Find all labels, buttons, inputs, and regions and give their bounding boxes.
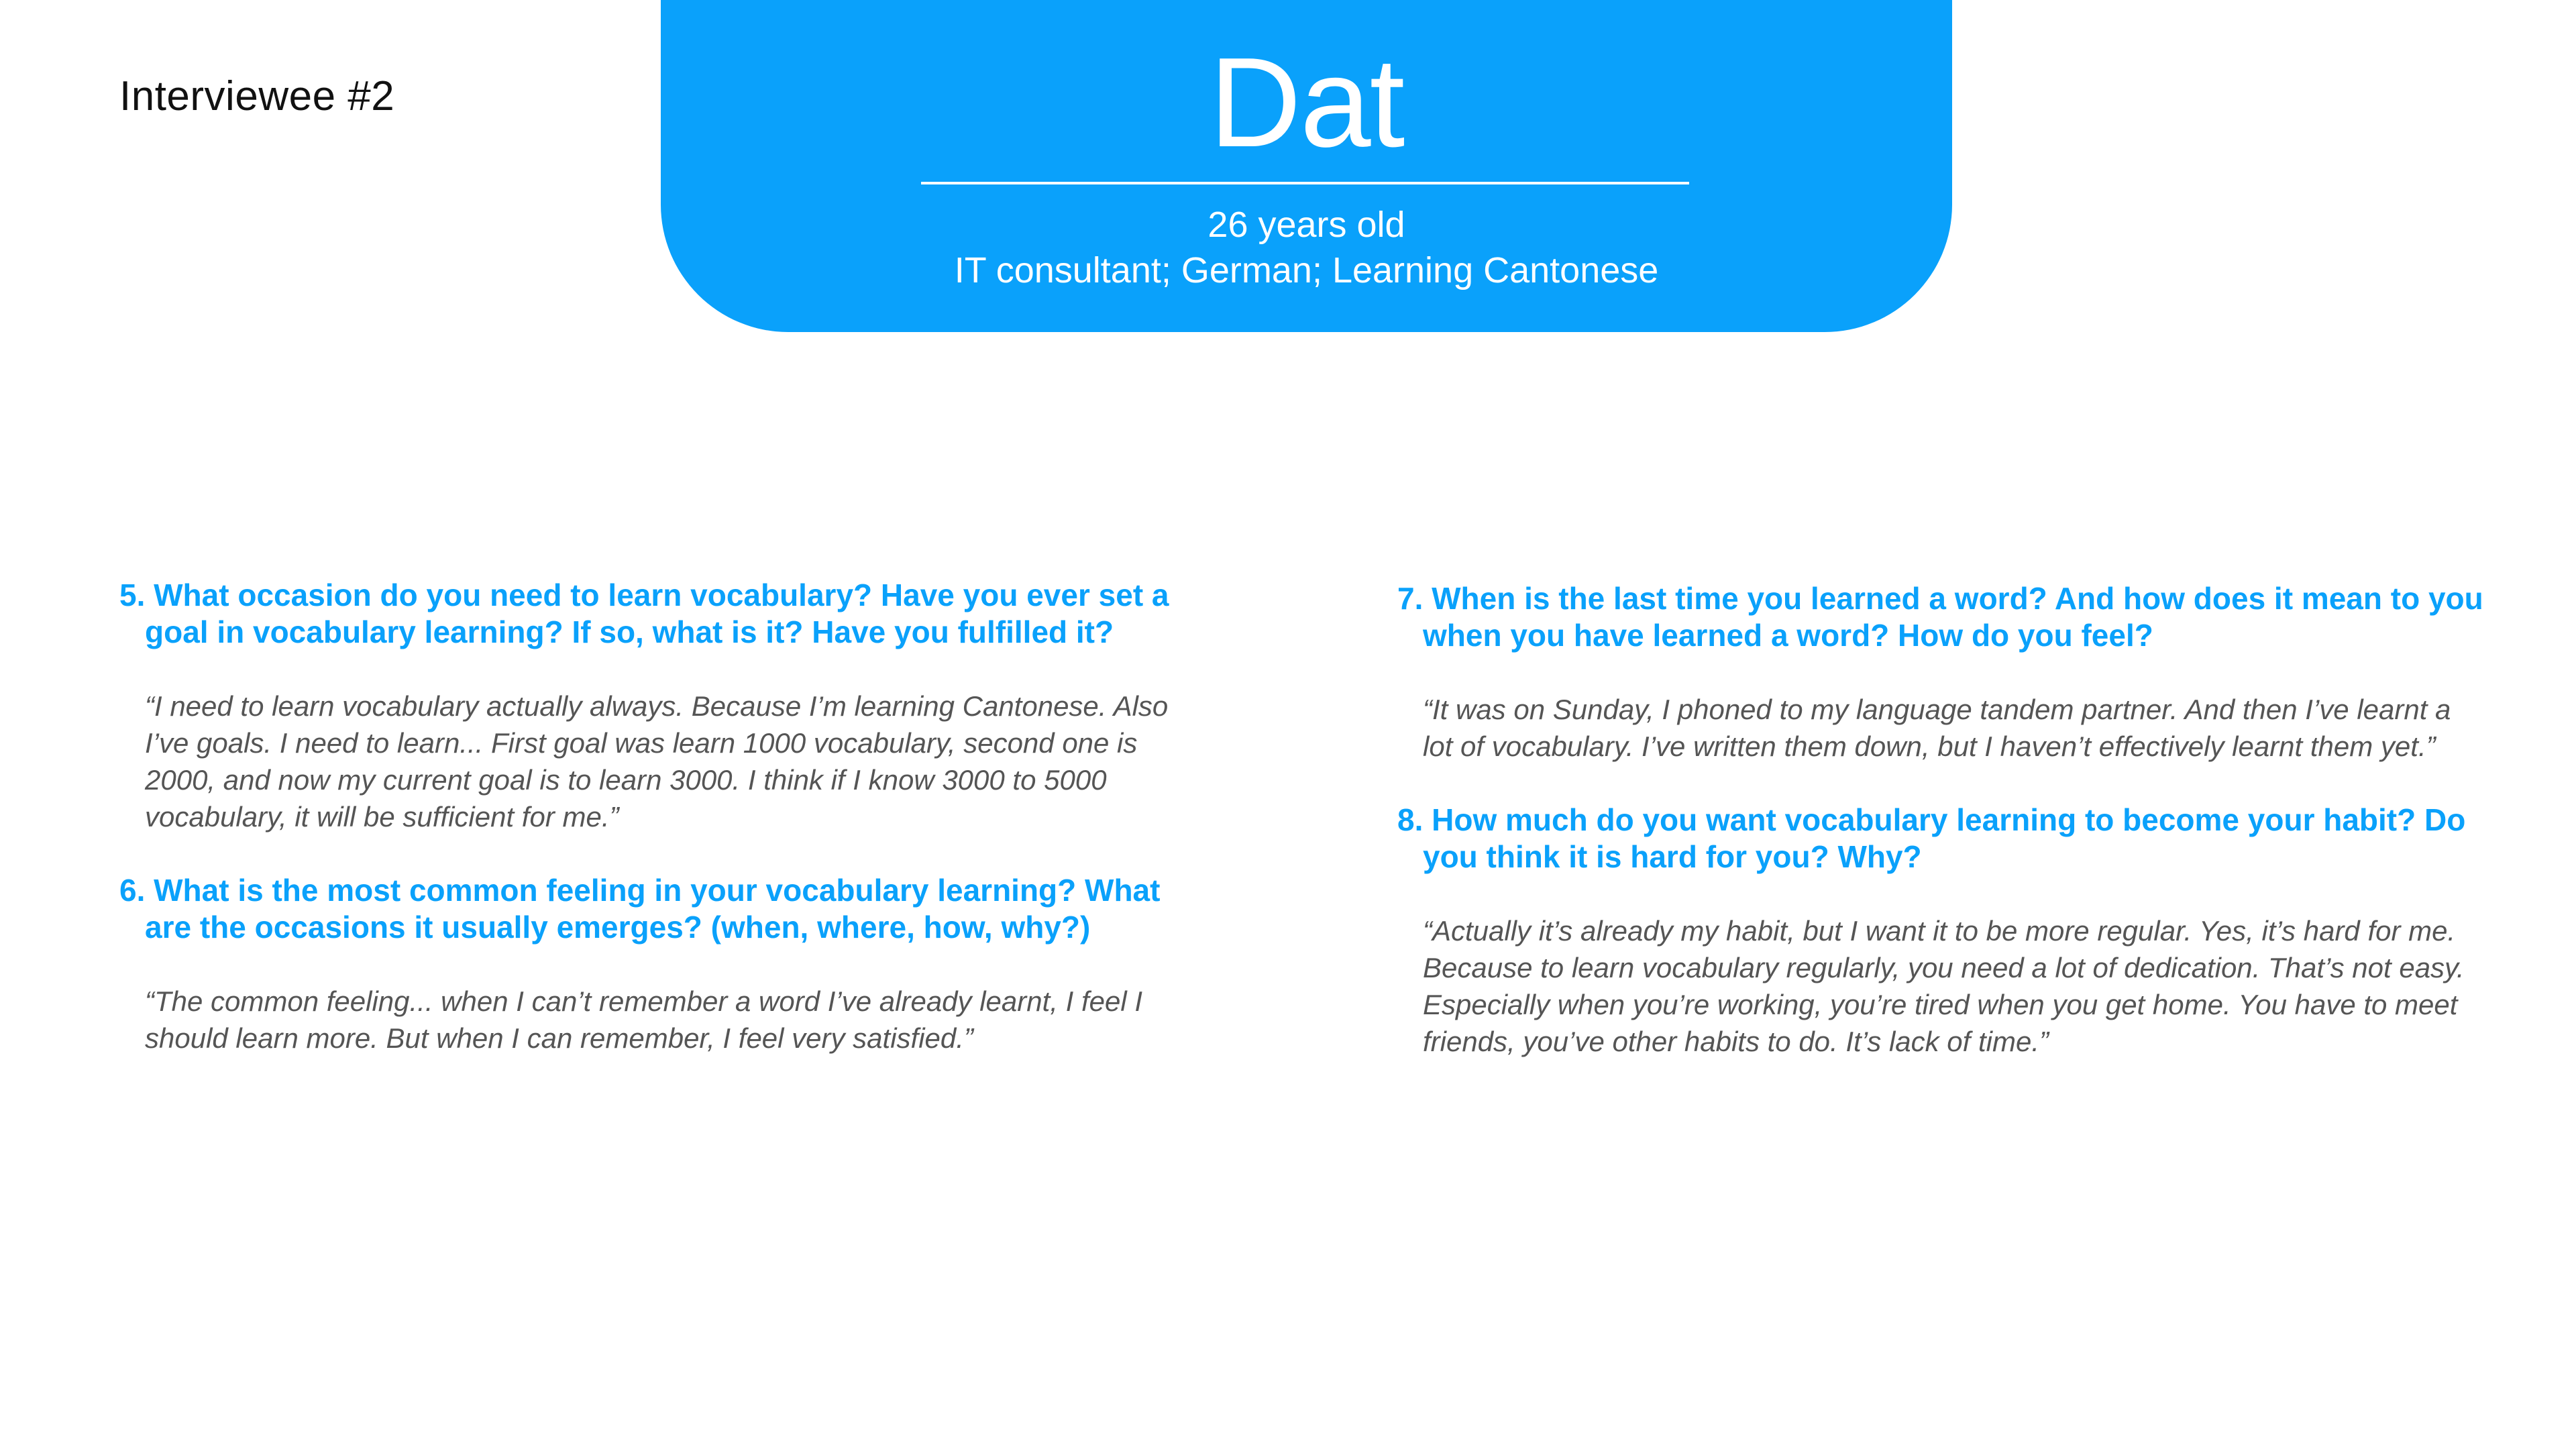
qa-block-8 xyxy=(1397,802,2484,1060)
interviewee-label: Interviewee #2 xyxy=(119,73,395,119)
answer-8: “Actually it’s already my habit, but I want it to be more regular. Yes, it’s hard for me. Because to learn vocabulary regularly, you need a lot of dedication. That’s not easy. Especially when you’re working, you’re tired when you get home. You have to meet friends, you’ve other habits to do. It’s lack of time.” xyxy=(1423,915,2465,1057)
question-7: 7. When is the last time you learned a word? And how does it mean to you when you have learned a word? How do you feel? xyxy=(1397,581,2483,653)
answer-6: “The common feeling... when I can’t remember a word I’ve already learnt, I feel I should learn more. But when I can remember, I feel very satisfied.” xyxy=(145,985,1143,1054)
answer-7: “It was on Sunday, I phoned to my language tandem partner. And then I’ve learnt a lot of vocabulary. I’ve written them down, but I haven’t effectively learnt them yet.” xyxy=(1423,694,2451,762)
header-divider xyxy=(921,182,1689,184)
question-5: 5. What occasion do you need to learn vocabulary? Have you ever set a goal in vocabulary learning? If so, what is it? Have you fulfilled it? xyxy=(119,578,1169,649)
persona-header-card xyxy=(661,0,1952,332)
right-column xyxy=(1397,580,2484,1097)
answer-5: “I need to learn vocabulary actually always. Because I’m learning Cantonese. Also I’ve goals. I need to learn... First goal was learn 1000 vocabulary, second one is 2000, and now my current goal is to learn 3000. I think if I know 3000 to 5000 vocabulary, it will be sufficient for me.” xyxy=(145,690,1169,833)
persona-age: 26 years old xyxy=(1208,205,1405,245)
qa-block-7 xyxy=(1397,580,2484,765)
qa-block-5 xyxy=(119,577,1206,835)
persona-name: Dat xyxy=(1209,32,1404,174)
qa-block-6 xyxy=(119,872,1206,1057)
left-column xyxy=(119,577,1206,1093)
question-8: 8. How much do you want vocabulary learning to become your habit? Do you think it is hard for you? Why? xyxy=(1397,802,2466,874)
question-6: 6. What is the most common feeling in your vocabulary learning? What are the occasions it usually emerges? (when, where, how, why?) xyxy=(119,873,1161,945)
persona-details: IT consultant; German; Learning Cantonese xyxy=(954,250,1659,290)
